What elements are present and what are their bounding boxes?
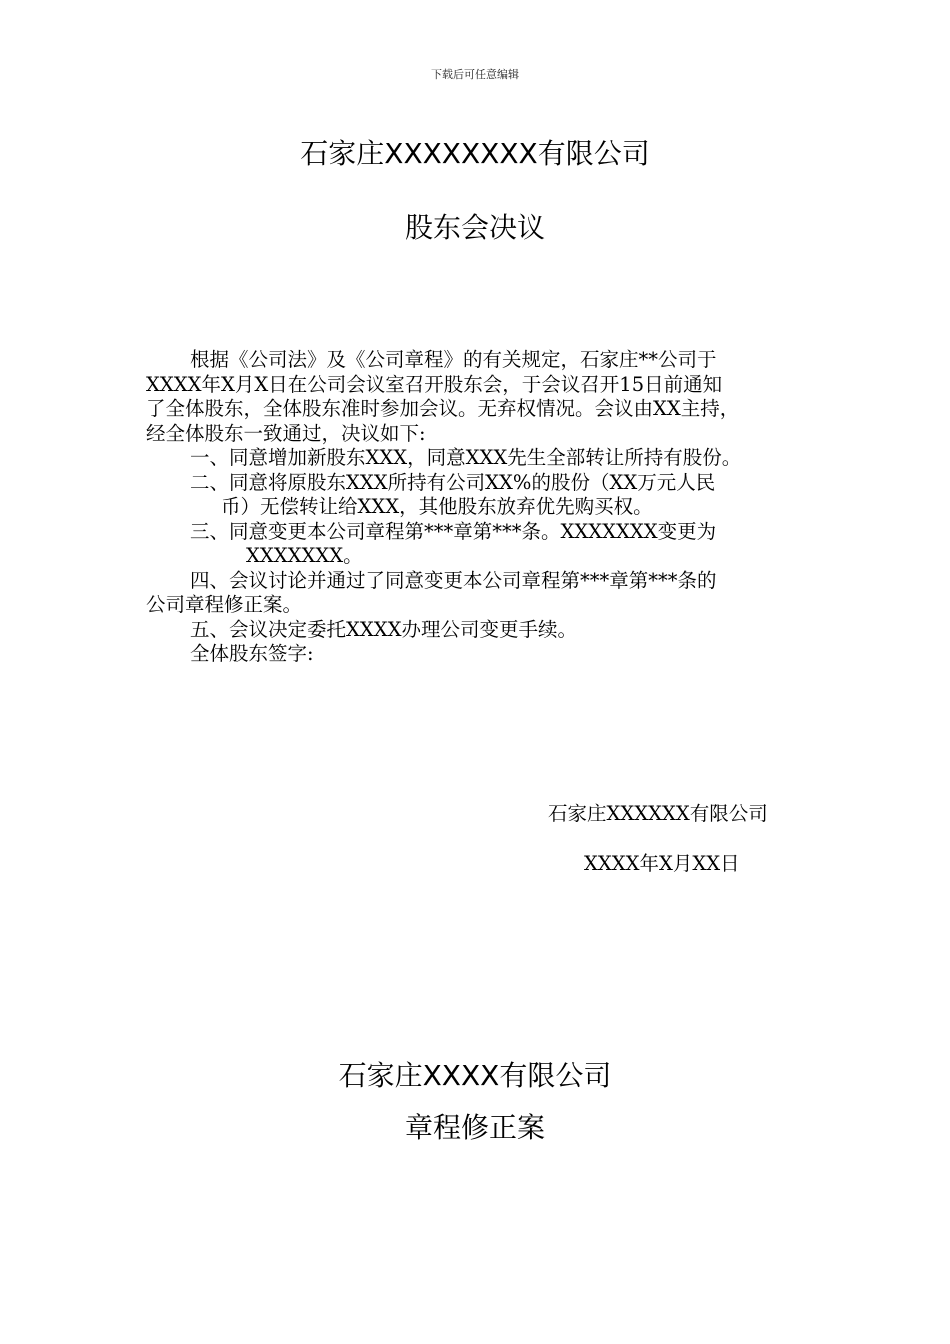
intro-line: 了全体股东，全体股东准时参加会议。无弃权情况。会议由XX主持，: [146, 397, 740, 420]
signoff-date: XXXX年X月XX日: [584, 852, 740, 875]
second-document-title: 章程修正案: [404, 1111, 545, 1144]
intro-line: XXXX年X月X日在公司会议室召开股东会，于会议召开15日前通知: [146, 372, 723, 396]
resolution-item-5: 五、会议决定委托XXXX办理公司变更手续。: [190, 617, 578, 641]
signoff-company: 石家庄XXXXXX有限公司: [548, 802, 768, 825]
resolution-item-4-continued: 公司章程修正案。: [146, 593, 303, 616]
resolution-item-2-continued: 币）无偿转让给XXX，其他股东放弃优先购买权。: [221, 495, 653, 518]
company-title: 石家庄XXXXXXXX有限公司: [300, 137, 650, 170]
resolution-item-4: 四、会议讨论并通过了同意变更本公司章程第***章第***条的: [190, 568, 717, 592]
signature-label: 全体股东签字:: [190, 642, 314, 665]
resolution-item-1: 一、同意增加新股东XXX，同意XXX先生全部转让所持有股份。: [190, 446, 742, 469]
resolution-body: [146, 348, 816, 667]
second-company-title: 石家庄XXXX有限公司: [338, 1059, 612, 1092]
resolution-item-2: 二、同意将原股东XXX所持有公司XX%的股份（XX万元人民: [190, 470, 716, 494]
header-note: 下载后可任意编辑: [431, 68, 519, 81]
intro-line: 根据《公司法》及《公司章程》的有关规定，石家庄**公司于: [190, 348, 717, 371]
resolution-item-3-continued: XXXXXXX。: [246, 544, 363, 567]
document-title: 股东会决议: [404, 211, 545, 244]
intro-line: 经全体股东一致通过，决议如下:: [146, 421, 426, 445]
resolution-item-3: 三、同意变更本公司章程第***章第***条。XXXXXXX变更为: [190, 519, 717, 543]
